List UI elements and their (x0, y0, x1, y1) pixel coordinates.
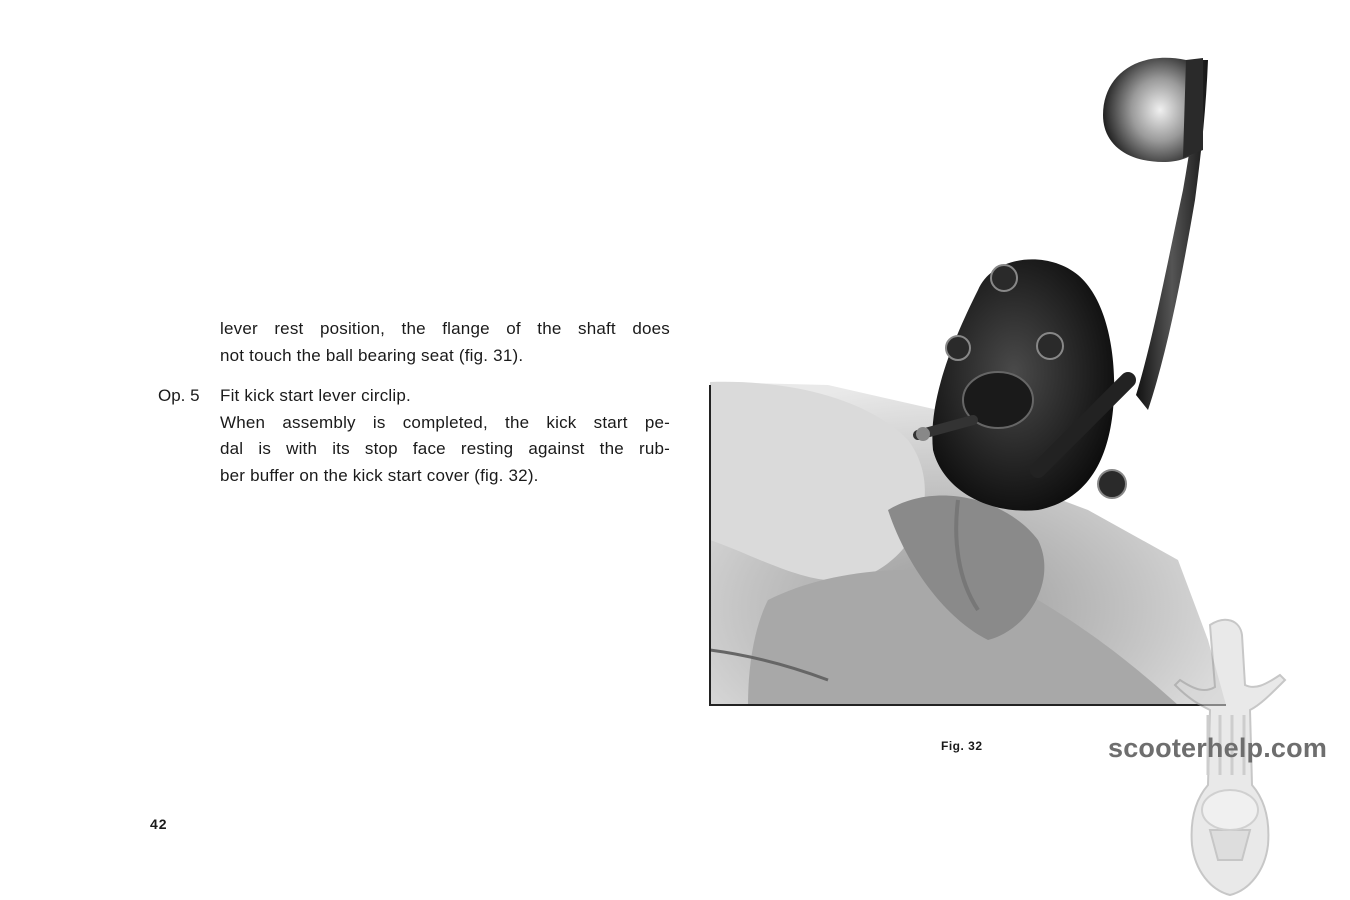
text-line: ber buffer on the kick start cover (fig. 32). (220, 465, 539, 485)
page-number: 42 (150, 816, 168, 832)
text-line: dal is with its stop face resting against the rub- (220, 439, 670, 458)
text-line: When assembly is completed, the kick start pe- (220, 412, 670, 432)
watermark-text: scooterhelp.com (1108, 733, 1328, 763)
text-line: not touch the ball bearing seat (fig. 31). (220, 345, 524, 365)
figure-caption: Fig. 32 (941, 739, 983, 753)
operation-5-paragraph (220, 383, 670, 489)
kick-start-assembly-photo (708, 40, 1228, 710)
text-line: Fit kick start lever circlip. (220, 386, 411, 405)
text-line: lever rest position, the flange of the shaft does (220, 319, 670, 338)
continuation-paragraph (220, 316, 670, 369)
operation-label: Op. 5 (158, 386, 200, 405)
